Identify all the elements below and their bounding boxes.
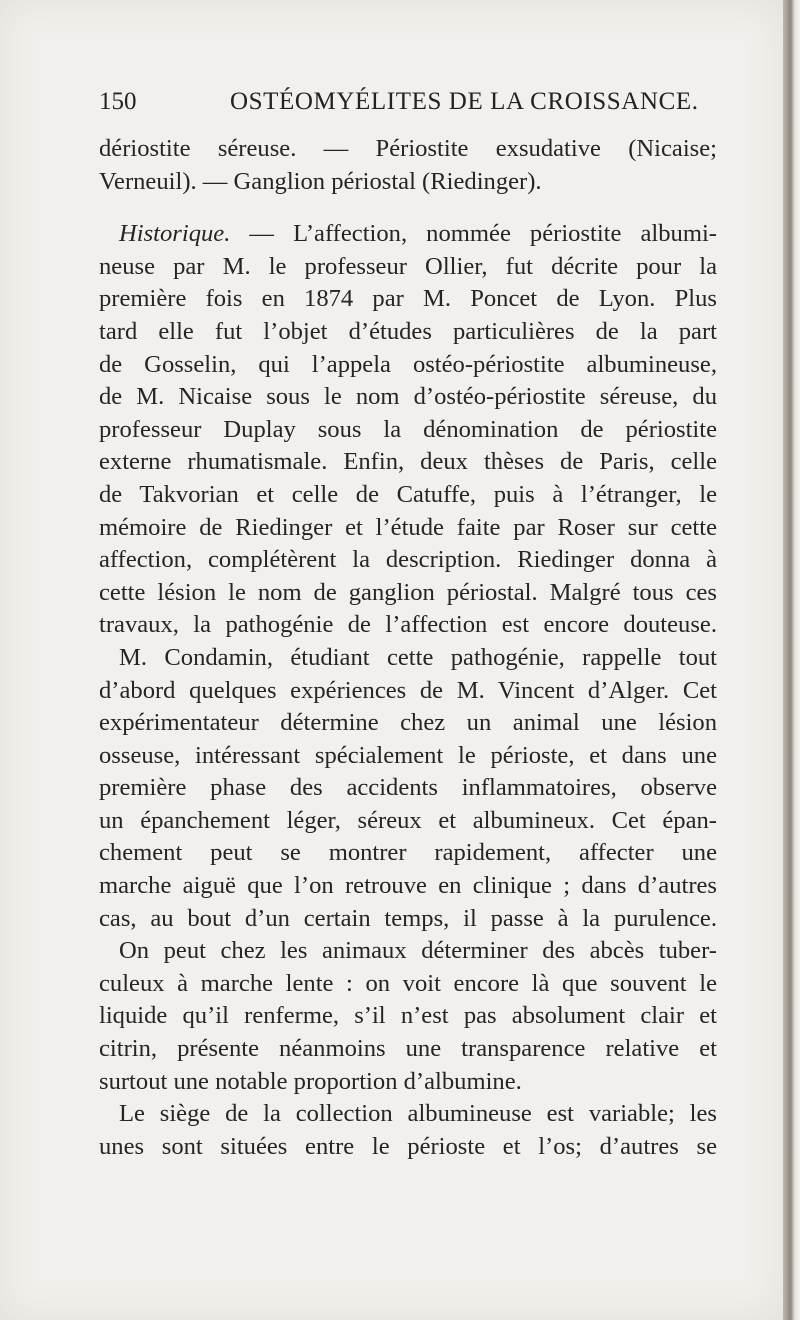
text-line: dériostite séreuse. — Périostite exsudative (Nicaise; bbox=[99, 135, 717, 162]
text-line: expérimentateur détermine chez un animal une lésion bbox=[99, 709, 717, 737]
text-line: cette lésion le nom de ganglion périostal. Malgré tous ces bbox=[99, 578, 717, 606]
text-line: tard elle fut l’objet d’études particulières de la part bbox=[99, 317, 717, 345]
paragraph-gap bbox=[99, 198, 717, 218]
text-line: d’abord quelques expériences de M. Vincent d’Alger. Cet bbox=[99, 676, 717, 704]
text-line: externe rhumatismale. Enfin, deux thèses de Paris, celle bbox=[99, 448, 717, 476]
text-line-rest: — L’affection, nommée périostite albumi- bbox=[230, 220, 717, 248]
historique-first-line bbox=[99, 218, 717, 251]
text-line: professeur Duplay sous la dénomination de périostite bbox=[99, 415, 717, 443]
text-line: culeux à marche lente : on voit encore là que souvent le bbox=[99, 969, 717, 997]
text-line: première phase des accidents inflammatoires, observe bbox=[99, 774, 717, 802]
running-header bbox=[99, 88, 719, 118]
text-line: Verneuil). — Ganglion périostal (Riedinger). bbox=[99, 167, 542, 195]
text-line: mémoire de Riedinger et l’étude faite par Roser sur cette bbox=[99, 513, 717, 541]
body-text bbox=[99, 133, 717, 1163]
text-line: liquide qu’il renferme, s’il n’est pas absolument clair et bbox=[99, 1002, 717, 1030]
text-line: de M. Nicaise sous le nom d’ostéo-périostite séreuse, du bbox=[99, 383, 717, 411]
text-line: surtout une notable proportion d’albumine. bbox=[99, 1067, 522, 1095]
text-line: de Gosselin, qui l’appela ostéo-périostite albumineuse, bbox=[99, 350, 717, 378]
text-line: unes sont situées entre le périoste et l’os; d’autres se bbox=[99, 1132, 717, 1160]
text-line: M. Condamin, étudiant cette pathogénie, rappelle tout bbox=[119, 643, 717, 671]
text-line: première fois en 1874 par M. Poncet de Lyon. Plus bbox=[99, 285, 717, 313]
text-line: marche aiguë que l’on retrouve en clinique ; dans d’autres bbox=[99, 872, 717, 900]
text-line: travaux, la pathogénie de l’affection est encore douteuse. bbox=[99, 611, 717, 639]
text-line: chement peut se montrer rapidement, affecter une bbox=[99, 839, 717, 867]
text-line: osseuse, intéressant spécialement le périoste, et dans une bbox=[99, 741, 717, 769]
text-line: On peut chez les animaux déterminer des abcès tuber- bbox=[119, 937, 717, 965]
section-label: Historique. bbox=[119, 220, 231, 248]
page-edge-shadow bbox=[783, 0, 800, 1320]
text-line: cas, au bout d’un certain temps, il passe à la purulence. bbox=[99, 904, 717, 932]
text-line: de Takvorian et celle de Catuffe, puis à l’étranger, le bbox=[99, 480, 717, 508]
text-line: citrin, présente néanmoins une transparence relative et bbox=[99, 1035, 717, 1063]
text-line: Le siège de la collection albumineuse est variable; les bbox=[119, 1100, 717, 1128]
text-line: un épanchement léger, séreux et albumineux. Cet épan- bbox=[99, 806, 717, 834]
page-number: 150 bbox=[99, 88, 137, 115]
text-line: neuse par M. le professeur Ollier, fut décrite pour la bbox=[99, 252, 717, 280]
header-title: OSTÉOMYÉLITES DE LA CROISSANCE. bbox=[230, 88, 699, 115]
text-line: affection, complétèrent la description. Riedinger donna à bbox=[99, 546, 717, 574]
